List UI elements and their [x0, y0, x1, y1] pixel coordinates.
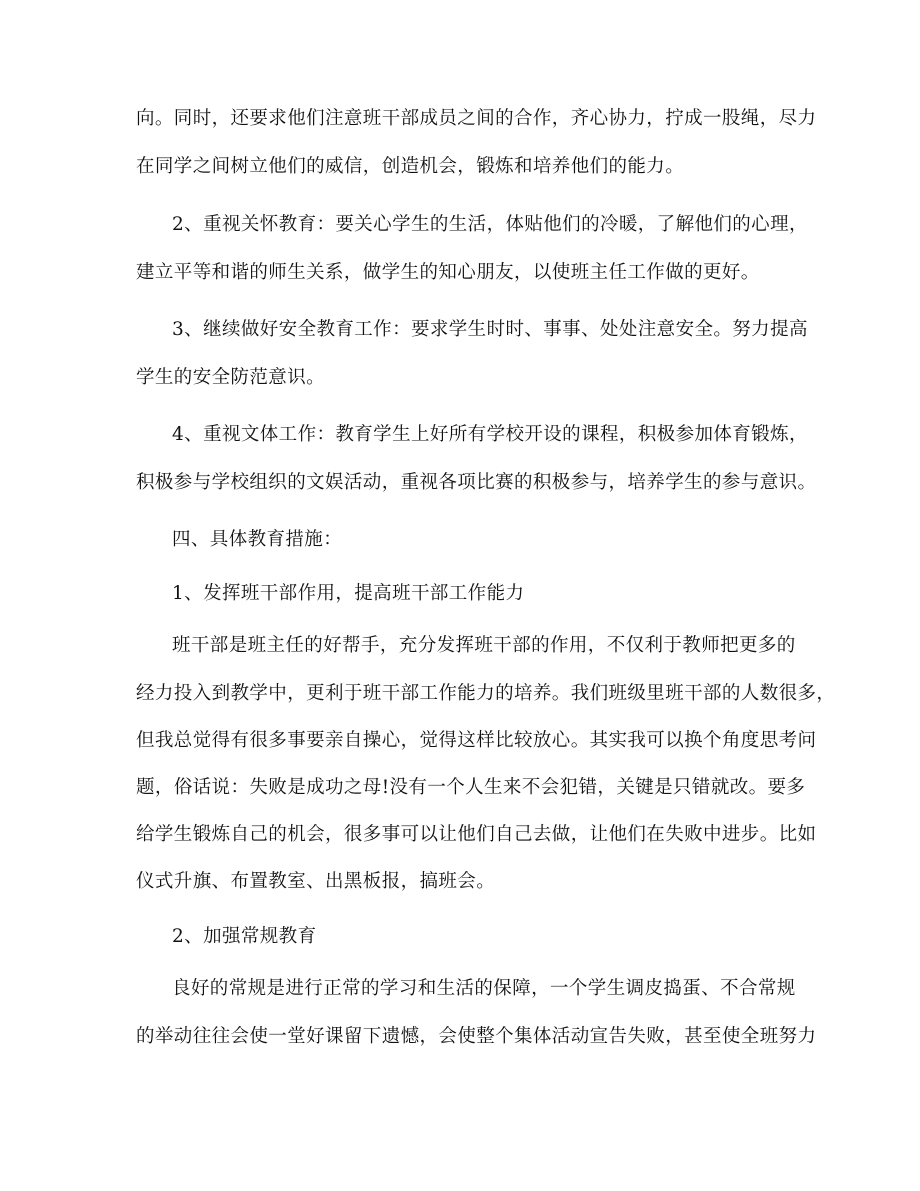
paragraph-line: 在同学之间树立他们的威信，创造机会，锻炼和培养他们的能力。	[136, 156, 685, 177]
list-item-line: 3、继续做好安全教育工作：要求学生时时、事事、处处注意安全。努力提高	[172, 319, 808, 340]
list-item-line: 建立平等和谐的师生关系，做学生的知心朋友，以使班主任工作做的更好。	[136, 262, 760, 283]
list-item-line: 4、重视文体工作：教育学生上好所有学校开设的课程，积极参加体育锻炼，	[172, 424, 808, 445]
section-heading: 四、具体教育措施：	[172, 529, 343, 550]
paragraph-line: 仪式升旗、布置教室、出黑板报，搞班会。	[136, 871, 496, 892]
list-item-line: 学生的安全防范意识。	[136, 367, 326, 388]
paragraph-line: 班干部是班主任的好帮手，充分发挥班干部的作用，不仅利于教师把更多的	[172, 635, 796, 656]
paragraph-line: 但我总觉得有很多事要亲自操心，觉得这样比较放心。其实我可以换个角度思考问	[136, 730, 817, 751]
list-item-line: 2、重视关怀教育：要关心学生的生活，体贴他们的冷暖，了解他们的心理，	[172, 214, 808, 235]
subsection-heading: 1、发挥班干部作用，提高班干部工作能力	[172, 583, 525, 604]
paragraph-line: 的举动往往会使一堂好课留下遗憾，会使整个集体活动宣告失败，甚至使全班努力	[136, 1026, 817, 1047]
paragraph-line: 给学生锻炼自己的机会，很多事可以让他们自己去做，让他们在失败中进步。比如	[136, 824, 817, 845]
paragraph-line: 题，俗话说：失败是成功之母!没有一个人生来不会犯错，关键是只错就改。要多	[136, 777, 806, 798]
paragraph-line: 经力投入到教学中，更利于班干部工作能力的培养。我们班级里班干部的人数很多，	[136, 683, 836, 704]
paragraph-line: 良好的常规是进行正常的学习和生活的保障，一个学生调皮捣蛋、不合常规	[172, 978, 796, 999]
subsection-heading: 2、加强常规教育	[172, 926, 317, 947]
paragraph-line: 向。同时，还要求他们注意班干部成员之间的合作，齐心协力，拧成一股绳，尽力	[136, 108, 817, 129]
list-item-line: 积极参与学校组织的文娱活动，重视各项比赛的积极参与，培养学生的参与意识。	[136, 472, 817, 493]
